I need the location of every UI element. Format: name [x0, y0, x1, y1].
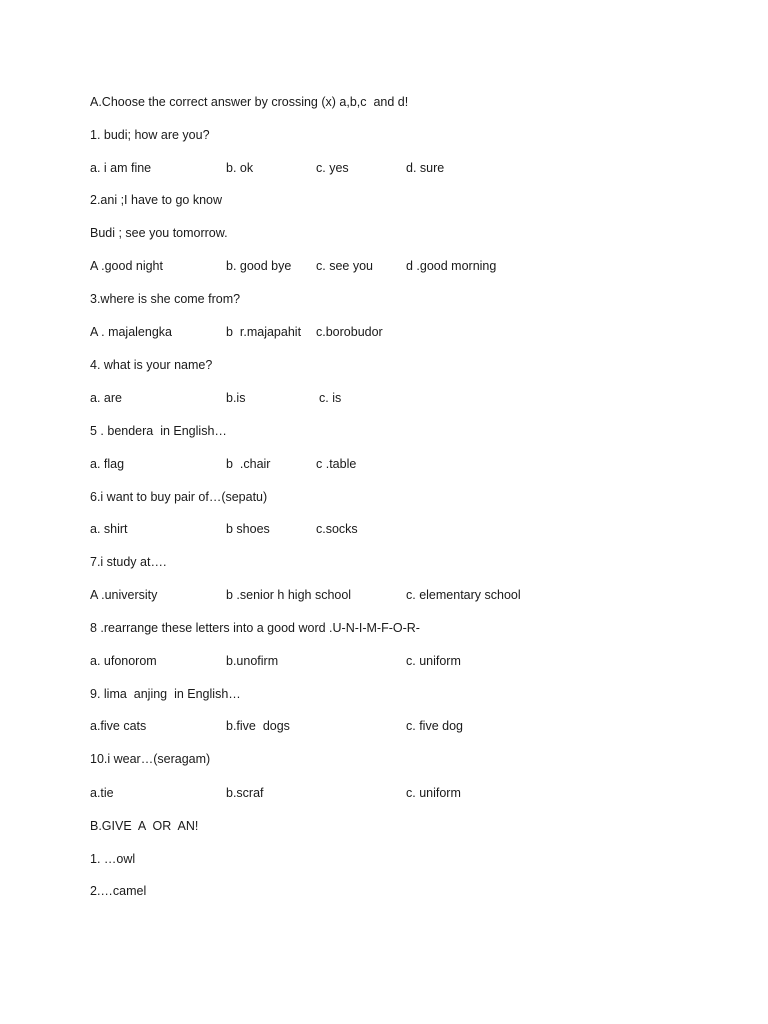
- option-c: c. see you: [316, 259, 373, 273]
- option-b: b. ok: [226, 161, 254, 175]
- option-c: c. uniform: [406, 786, 461, 800]
- option-c: c. yes: [316, 161, 349, 175]
- option-b: b.scraf: [226, 786, 264, 800]
- question-8-options: [0, 653, 768, 669]
- question-10: 10.i wear…(seragam): [90, 752, 211, 766]
- question-6: 6.i want to buy pair of…(sepatu): [90, 490, 268, 504]
- question-5: 5 . bendera in English…: [90, 424, 227, 438]
- section-b-heading: B.GIVE A OR AN!: [90, 819, 199, 833]
- option-c: c. elementary school: [406, 588, 521, 602]
- option-c: c.borobudor: [316, 325, 383, 339]
- question-4: 4. what is your name?: [90, 358, 213, 372]
- option-a: a. flag: [90, 457, 125, 471]
- question-5-options: [0, 456, 768, 472]
- option-a: a. ufonorom: [90, 654, 157, 668]
- option-c: c. is: [319, 391, 342, 405]
- question-2-options: [0, 258, 768, 274]
- option-a: a.tie: [90, 786, 114, 800]
- question-9: 9. lima anjing in English…: [90, 687, 241, 701]
- option-a: a. i am fine: [90, 161, 152, 175]
- question-7: 7.i study at….: [90, 555, 167, 569]
- option-b: b shoes: [226, 522, 270, 536]
- option-a: A .good night: [90, 259, 163, 273]
- question-1: 1. budi; how are you?: [90, 128, 210, 142]
- question-4-options: [0, 390, 768, 406]
- option-b: b .senior h high school: [226, 588, 352, 602]
- option-b: b.unofirm: [226, 654, 279, 668]
- option-b: b.is: [226, 391, 246, 405]
- option-c: c. uniform: [406, 654, 461, 668]
- option-d: d .good morning: [406, 259, 497, 273]
- option-b: b r.majapahit: [226, 325, 302, 339]
- option-b: b. good bye: [226, 259, 292, 273]
- question-2-line-2: Budi ; see you tomorrow.: [90, 226, 228, 240]
- question-2: 2.ani ;I have to go know: [90, 193, 223, 207]
- option-b: b.five dogs: [226, 719, 290, 733]
- question-6-options: [0, 521, 768, 537]
- question-7-options: [0, 587, 768, 603]
- question-1-options: [0, 160, 768, 176]
- option-c: c .table: [316, 457, 357, 471]
- question-10-options: [0, 785, 768, 801]
- option-c: c. five dog: [406, 719, 463, 733]
- option-a: A .university: [90, 588, 158, 602]
- question-8: 8 .rearrange these letters into a good word .U-N-I-M-F-O-R-: [90, 621, 420, 635]
- option-a: a. are: [90, 391, 122, 405]
- question-3: 3.where is she come from?: [90, 292, 241, 306]
- question-9-options: [0, 718, 768, 734]
- option-a: a. shirt: [90, 522, 128, 536]
- option-a: A . majalengka: [90, 325, 172, 339]
- section-b-item-1: 1. …owl: [90, 852, 136, 866]
- option-d: d. sure: [406, 161, 445, 175]
- section-a-heading: A.Choose the correct answer by crossing (x) a,b,c and d!: [90, 95, 409, 109]
- question-3-options: [0, 324, 768, 340]
- option-a: a.five cats: [90, 719, 147, 733]
- section-b-item-2: 2.…camel: [90, 884, 147, 898]
- option-b: b .chair: [226, 457, 271, 471]
- option-c: c.socks: [316, 522, 358, 536]
